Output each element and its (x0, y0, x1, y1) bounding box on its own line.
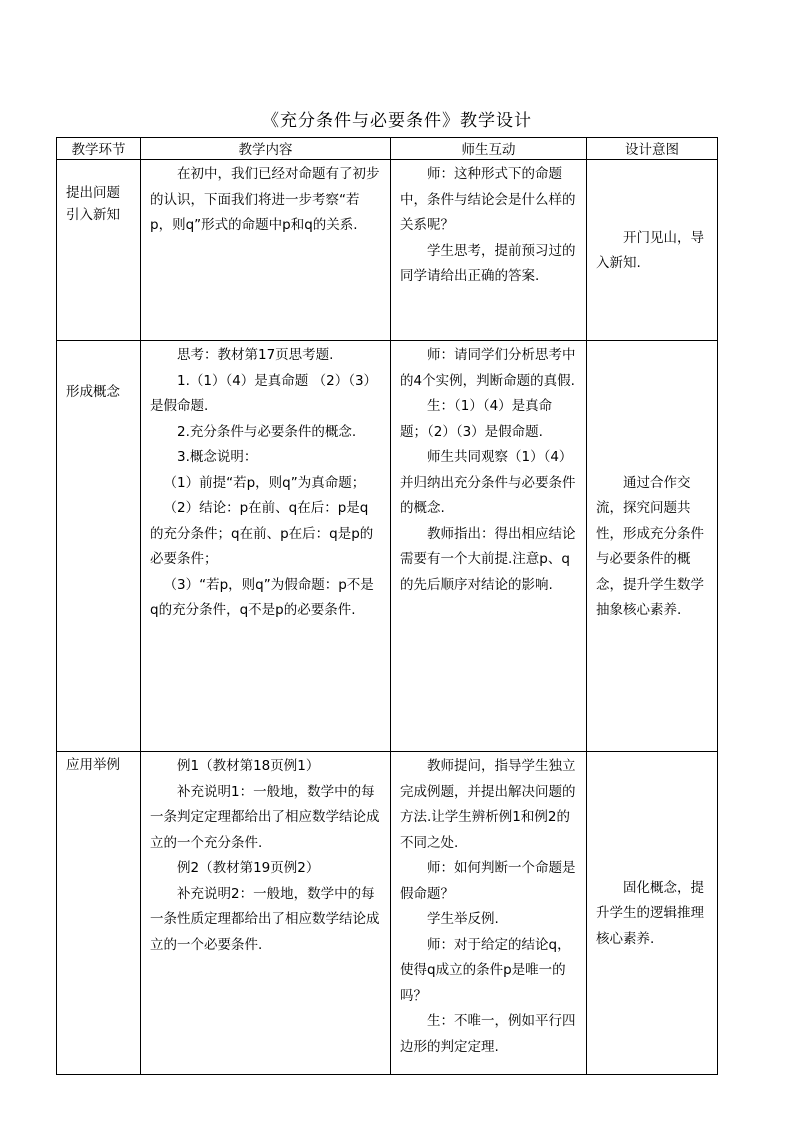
stage-cell (57, 160, 141, 341)
content-paragraph: 例2（教材第19页例2） (177, 860, 320, 876)
content-paragraph: 3.概念说明： (177, 449, 258, 465)
interaction-paragraph: 学生举反例. (427, 911, 499, 927)
interaction-paragraph: 教师指出：得出相应结论需要有一个大前提.注意p、q的先后顺序对结论的影响. (400, 525, 576, 593)
interaction-paragraph: 师生共同观察（1）（4）并归纳出充分条件与必要条件的概念. (400, 449, 576, 516)
content-paragraph: （1）前提“若p，则q”为真命题； (163, 474, 366, 491)
interaction-paragraph: 生：（1）（4）是真命题；（2）（3）是假命题. (400, 398, 553, 440)
content-paragraph: 例1（教材第18页例1） (177, 758, 320, 774)
content-paragraph: 2.充分条件与必要条件的概念. (177, 423, 357, 440)
content-cell (141, 341, 391, 752)
stage-label: 应用举例 (66, 757, 120, 773)
interaction-paragraph: 学生思考，提前预习过的同学请给出正确的答案. (400, 242, 576, 284)
content-paragraph: 补充说明1：一般地，数学中的每一条判定定理都给出了相应数学结论成立的一个充分条件. (150, 783, 380, 851)
table-header-row (57, 138, 718, 160)
interaction-paragraph: 生：不唯一，例如平行四边形的判定定理. (400, 1013, 576, 1055)
content-cell (141, 160, 391, 341)
intent-text: 固化概念，提升学生的逻辑推理核心素养. (596, 879, 704, 947)
content-paragraph: 在初中，我们已经对命题有了初步的认识，下面我们将进一步考察“若p，则q”形式的命题中p和q的关系. (150, 166, 380, 233)
interaction-paragraph: 师：如何判断一个命题是假命题？ (400, 860, 576, 902)
content-paragraph: （3）“若p，则q”为假命题：p不是q的充分条件，q不是p的必要条件. (150, 576, 374, 618)
interaction-cell (391, 752, 587, 1075)
header-interaction: 师生互动 (391, 138, 587, 160)
content-paragraph: 补充说明2：一般地，数学中的每一条性质定理都给出了相应数学结论成立的一个必要条件. (150, 885, 380, 953)
content-paragraph: 思考：教材第17页思考题. (177, 347, 334, 363)
table-row (57, 160, 718, 341)
document-title: 《充分条件与必要条件》教学设计 (262, 111, 532, 131)
table-row (57, 752, 718, 1075)
intent-text: 开门见山，导入新知. (596, 229, 704, 271)
stage-cell (57, 341, 141, 752)
interaction-paragraph: 师：请同学们分析思考中的4个实例，判断命题的真假. (400, 347, 576, 389)
content-paragraph: 1.（1）（4）是真命题 （2）（3）是假命题. (150, 372, 378, 414)
intent-cell (587, 752, 718, 1075)
intent-cell (587, 341, 718, 752)
stage-label: 形成概念 (66, 384, 120, 400)
stage-label: 提出问题 (66, 185, 120, 201)
intent-cell (587, 160, 718, 341)
lesson-plan-table (56, 137, 718, 1075)
interaction-paragraph: 教师提问，指导学生独立完成例题，并提出解决问题的方法.让学生辨析例1和例2的不同之处. (400, 758, 576, 851)
content-cell (141, 752, 391, 1075)
intent-text: 通过合作交流，探究问题共性，形成充分条件与必要条件的概念，提升学生数学抽象核心素养. (596, 474, 704, 618)
interaction-cell (391, 160, 587, 341)
stage-label: 引入新知 (66, 207, 120, 223)
header-stage: 教学环节 (57, 138, 141, 160)
interaction-cell (391, 341, 587, 752)
content-paragraph: （2）结论：p在前、q在后：p是q的充分条件；q在前、p在后：q是p的必要条件； (150, 500, 374, 567)
header-content: 教学内容 (141, 138, 391, 160)
stage-cell (57, 752, 141, 1075)
header-intent: 设计意图 (587, 138, 718, 160)
interaction-paragraph: 师：对于给定的结论q，使得q成立的条件p是唯一的吗？ (400, 936, 571, 1004)
interaction-paragraph: 师：这种形式下的命题中，条件与结论会是什么样的关系呢？ (400, 166, 576, 233)
table-row (57, 341, 718, 752)
